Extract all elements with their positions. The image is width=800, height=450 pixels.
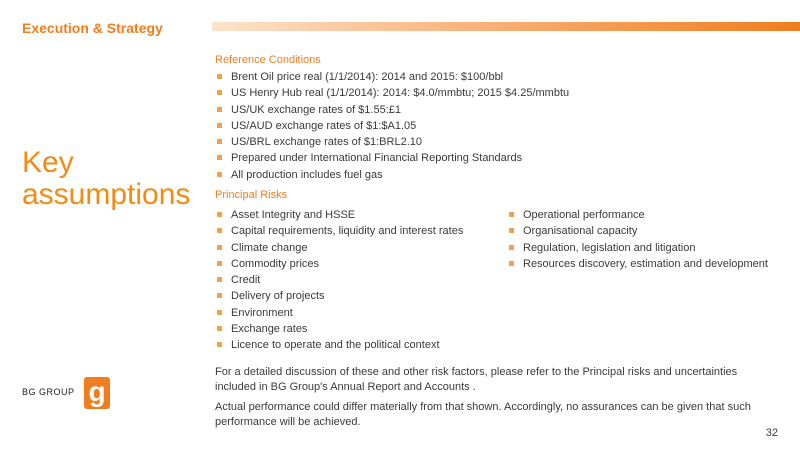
square-bullet-icon: [509, 261, 514, 266]
performance-disclaimer: Actual performance could differ materially from that shown. Accordingly, no assurances can be given that such performance will be achieved.: [215, 401, 751, 428]
square-bullet-icon: [217, 74, 222, 79]
square-bullet-icon: [217, 123, 222, 128]
list-item-text: US/BRL exchange rates of $1:BRL2.10: [231, 136, 422, 149]
list-item: [215, 256, 463, 272]
list-item: [215, 305, 463, 321]
list-item-text: Resources discovery, estimation and development: [523, 257, 768, 270]
page-number: 32: [765, 427, 778, 439]
square-bullet-icon: [217, 342, 222, 347]
list-item: [215, 337, 463, 353]
square-bullet-icon: [217, 326, 222, 331]
bg-group-logo-icon: g: [84, 377, 110, 409]
principal-risks-list-right: [507, 207, 768, 272]
square-bullet-icon: [217, 293, 222, 298]
list-item: [507, 256, 768, 272]
list-item-text: US/AUD exchange rates of $1:$A1.05: [231, 119, 417, 132]
square-bullet-icon: [509, 212, 514, 217]
slide-title-line-2: assumptions: [22, 178, 191, 211]
slide-title: [22, 147, 190, 211]
list-item: [215, 102, 569, 118]
list-item: [215, 223, 463, 239]
list-item-text: Delivery of projects: [231, 290, 325, 303]
list-item-text: Exchange rates: [231, 323, 308, 336]
list-item: [215, 69, 569, 85]
list-item-text: Asset Integrity and HSSE: [231, 209, 356, 221]
list-item-text: US/UK exchange rates of $1.55:£1: [231, 103, 401, 116]
section-title: Execution & Strategy: [22, 20, 163, 36]
square-bullet-icon: [217, 172, 222, 177]
list-item-text: Credit: [231, 274, 261, 287]
header-gradient-bar: [212, 22, 800, 31]
list-item-text: Brent Oil price real (1/1/2014): 2014 and 2015: $100/bbl: [231, 71, 504, 83]
principal-risks-heading: Principal Risks: [215, 189, 288, 201]
square-bullet-icon: [509, 228, 514, 233]
principal-risks-list-left: [215, 207, 463, 354]
square-bullet-icon: [217, 277, 222, 282]
bg-group-logo-text: BG GROUP: [22, 387, 75, 397]
list-item: [507, 223, 768, 239]
list-item: [215, 240, 463, 256]
list-item: [215, 85, 569, 101]
list-item-text: Licence to operate and the political context: [231, 339, 440, 352]
list-item-text: Commodity prices: [231, 257, 320, 270]
list-item-text: Capital requirements, liquidity and interest rates: [231, 225, 464, 238]
risk-factors-note: For a detailed discussion of these and other risk factors, please refer to the Principal risks and uncertainties included in BG Group's Annual Report and Accounts .: [215, 366, 738, 393]
list-item: [215, 167, 569, 183]
list-item: [215, 288, 463, 304]
square-bullet-icon: [217, 228, 222, 233]
list-item: [215, 118, 569, 134]
list-item: [215, 134, 569, 150]
list-item-text: Operational performance: [523, 209, 645, 221]
square-bullet-icon: [217, 261, 222, 266]
list-item: [215, 321, 463, 337]
list-item-text: All production includes fuel gas: [231, 168, 383, 181]
list-item: [507, 207, 768, 223]
list-item: [215, 207, 463, 223]
square-bullet-icon: [217, 155, 222, 160]
square-bullet-icon: [217, 90, 222, 95]
list-item: [507, 240, 768, 256]
list-item: [215, 272, 463, 288]
list-item-text: Organisational capacity: [523, 225, 638, 238]
square-bullet-icon: [217, 212, 222, 217]
reference-conditions-heading: Reference Conditions: [215, 54, 321, 66]
reference-conditions-list: [215, 69, 569, 183]
list-item-text: Climate change: [231, 241, 308, 254]
square-bullet-icon: [217, 245, 222, 250]
list-item: [215, 150, 569, 166]
list-item-text: Environment: [231, 306, 293, 319]
slide-title-line-1: Key: [22, 146, 74, 179]
square-bullet-icon: [509, 245, 514, 250]
list-item-text: Regulation, legislation and litigation: [523, 241, 696, 254]
list-item-text: US Henry Hub real (1/1/2014): 2014: $4.0/mmbtu; 2015 $4.25/mmbtu: [231, 87, 570, 100]
list-item-text: Prepared under International Financial Reporting Standards: [231, 152, 523, 165]
square-bullet-icon: [217, 139, 222, 144]
square-bullet-icon: [217, 107, 222, 112]
square-bullet-icon: [217, 310, 222, 315]
